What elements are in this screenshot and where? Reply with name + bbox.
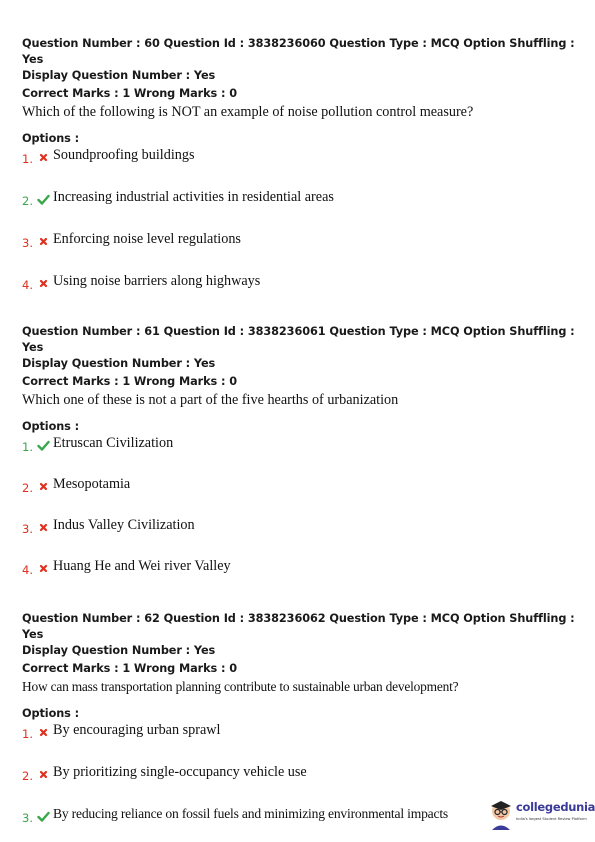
option-1 [22,147,582,167]
cross-icon [37,726,50,739]
question-61 [22,324,582,578]
cross-icon [37,562,50,575]
option-text: Huang He and Wei river Valley [53,558,231,574]
option-text: Indus Valley Civilization [53,517,195,533]
option-text: Enforcing noise level regulations [53,231,241,247]
cross-icon [37,768,50,781]
question-62 [22,611,582,826]
option-number: 1. [22,440,33,454]
options-label: Options : [22,420,80,433]
question-60 [22,36,582,293]
options-label: Options : [22,707,80,720]
display-question-number: Display Question Number : Yes [22,357,216,370]
option-text: Increasing industrial activities in residential areas [53,189,334,205]
option-2 [22,189,582,209]
check-icon [37,439,50,452]
option-number: 1. [22,727,33,741]
display-question-number: Display Question Number : Yes [22,644,216,657]
cross-icon [37,480,50,493]
option-text: By reducing reliance on fossil fuels and minimizing environmental impacts [53,806,448,821]
options-label: Options : [22,132,80,145]
question-marks: Correct Marks : 1 Wrong Marks : 0 [22,662,238,675]
question-meta: Question Number : 61 Question Id : 3838236061 Question Type : MCQ Option Shuffling : Yes [22,325,575,354]
question-meta: Question Number : 60 Question Id : 3838236060 Question Type : MCQ Option Shuffling : Yes [22,37,575,66]
option-text: Soundproofing buildings [53,147,195,163]
question-marks: Correct Marks : 1 Wrong Marks : 0 [22,375,238,388]
question-text: How can mass transportation planning contribute to sustainable urban development? [22,679,459,694]
option-text: Mesopotamia [53,476,131,492]
option-text: Etruscan Civilization [53,435,174,451]
option-4 [22,558,582,578]
question-marks: Correct Marks : 1 Wrong Marks : 0 [22,87,238,100]
option-3 [22,517,582,537]
check-icon [37,810,50,823]
option-2 [22,764,582,784]
cross-icon [37,521,50,534]
collegedunia-logo [488,795,595,835]
option-text: Using noise barriers along highways [53,273,261,289]
brand-name: collegedunia [516,800,595,814]
check-icon [37,193,50,206]
option-number: 2. [22,481,33,495]
option-2 [22,476,582,496]
option-number: 2. [22,769,33,783]
question-text: Which one of these is not a part of the five hearths of urbanization [22,392,399,408]
brand-tagline: India's largest Student Review Platform [516,817,587,821]
option-4 [22,273,582,293]
option-1 [22,435,582,455]
option-number: 1. [22,152,33,166]
student-mascot-icon [488,797,514,831]
cross-icon [37,151,50,164]
cross-icon [37,235,50,248]
option-number: 4. [22,563,33,577]
display-question-number: Display Question Number : Yes [22,69,216,82]
option-text: By encouraging urban sprawl [53,722,221,738]
option-3 [22,231,582,251]
option-1 [22,722,582,742]
option-number: 3. [22,236,33,250]
option-number: 3. [22,522,33,536]
question-text: Which of the following is NOT an example of noise pollution control measure? [22,104,474,120]
option-number: 3. [22,811,33,825]
option-number: 4. [22,278,33,292]
question-meta: Question Number : 62 Question Id : 3838236062 Question Type : MCQ Option Shuffling : Yes [22,612,575,641]
cross-icon [37,277,50,290]
option-number: 2. [22,194,33,208]
option-text: By prioritizing single-occupancy vehicle use [53,764,307,780]
